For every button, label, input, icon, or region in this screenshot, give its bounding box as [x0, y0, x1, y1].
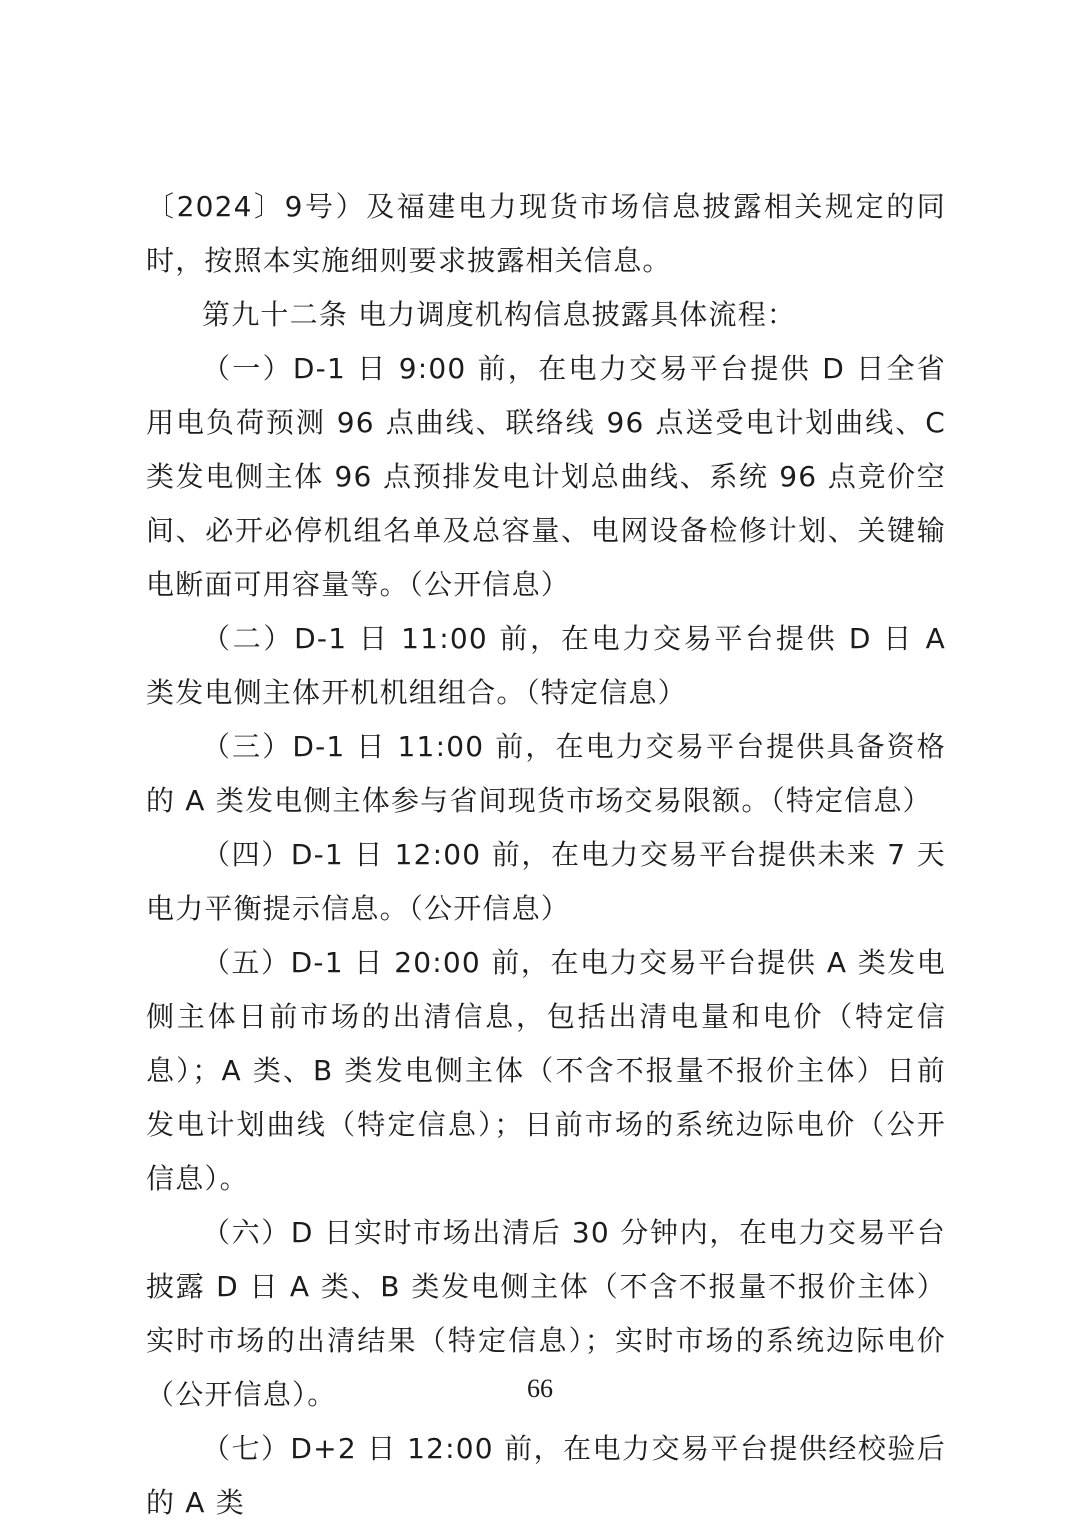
clause-6: （六）D 日实时市场出清后 30 分钟内，在电力交易平台披露 D 日 A 类、B 类发电侧主体（不含不报量不报价主体）实时市场的出清结果（特定信息）；实时市场的系统边际电价（公开信息）。 [146, 1216, 946, 1411]
page-number: 66 [527, 1374, 553, 1403]
clause-3: （三）D-1 日 11:00 前，在电力交易平台提供具备资格的 A 类发电侧主体参与省间现货市场交易限额。（特定信息） [146, 730, 946, 817]
document-body [146, 180, 946, 1530]
article-92-heading: 第九十二条 电力调度机构信息披露具体流程： [202, 298, 797, 331]
paragraph-continuation: 〔2024〕9号）及福建电力现货市场信息披露相关规定的同时，按照本实施细则要求披露相关信息。 [146, 190, 946, 277]
clause-7: （七）D+2 日 12:00 前，在电力交易平台提供经校验后的 A 类 [146, 1432, 946, 1519]
clause-4: （四）D-1 日 12:00 前，在电力交易平台提供未来 7 天电力平衡提示信息。（公开信息） [146, 838, 946, 925]
clause-1: （一）D-1 日 9:00 前，在电力交易平台提供 D 日全省用电负荷预测 96 点曲线、联络线 96 点送受电计划曲线、C 类发电侧主体 96 点预排发电计划总曲线、系统 96 点竞价空间、必开必停机组名单及总容量、电网设备检修计划、关键输电断面可用容量等。（公开信息） [146, 352, 946, 601]
clause-2: （二）D-1 日 11:00 前，在电力交易平台提供 D 日 A 类发电侧主体开机机组组合。（特定信息） [146, 622, 946, 709]
clause-5: （五）D-1 日 20:00 前，在电力交易平台提供 A 类发电侧主体日前市场的出清信息，包括出清电量和电价（特定信息）；A 类、B 类发电侧主体（不含不报量不报价主体）日前发电计划曲线（特定信息）；日前市场的系统边际电价（公开信息）。 [146, 946, 946, 1195]
